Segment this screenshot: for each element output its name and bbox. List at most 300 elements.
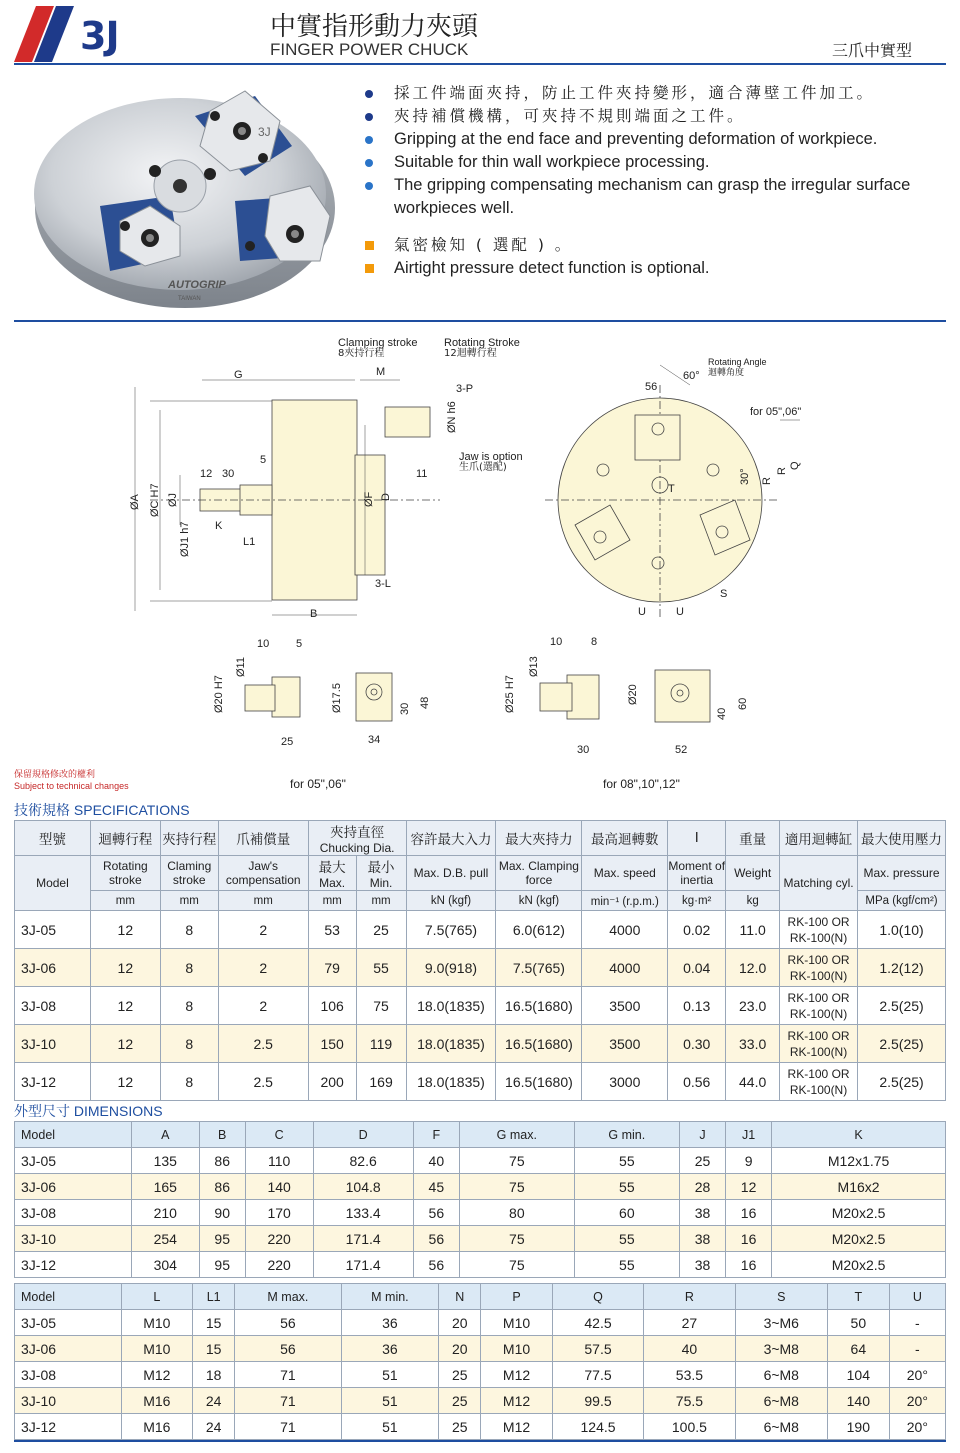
label-rotating-angle: Rotating Angle [708,357,767,367]
dim-A: ØA [129,494,141,510]
dim-cell: 24 [193,1388,235,1414]
dim-cell: 71 [235,1414,341,1440]
dim-cell: M12 [481,1362,553,1388]
feature-item: 採工件端面夾持，防止工件夾持變形，適合薄壁工件加工。 [362,82,932,105]
label-rotating-stroke-zh: 12迴轉行程 [444,348,497,359]
col-model-en: Model [15,856,91,911]
dim-jl-60: 60 [737,697,749,710]
dim-row [15,1148,946,1174]
dim-cell: 28 [679,1174,725,1200]
dim-row [15,1200,946,1226]
header-divider [14,63,946,65]
spec-cell-cylinder: RK-100 OR RK-100(N) [780,987,858,1025]
dim-cell: M16x2 [772,1174,946,1200]
dim-cell: M20x2.5 [772,1200,946,1226]
dim-C: ØC H7 [149,483,161,517]
dim-cell-model: 3J-12 [15,1414,122,1440]
spec-cell: 8 [160,1025,218,1063]
dim-cell: 16 [726,1200,772,1226]
dim-cell: 20 [439,1310,481,1336]
dim-cell: 6~M8 [735,1388,827,1414]
dim-row [15,1362,946,1388]
col-rot-en: Rotating stroke [90,856,160,891]
dim-row [15,1336,946,1362]
spec-cell: 12 [90,1063,160,1101]
origin-engraving: TAIWAN [178,296,201,302]
spec-cell: 3500 [582,1025,668,1063]
dim-cell: 60 [574,1200,679,1226]
spec-cell: 1.0(10) [858,911,946,949]
dim-js-30: 30 [399,702,411,715]
spec-cell: 33.0 [726,1025,780,1063]
dim-jl-40: 40 [716,707,728,720]
col-speed-zh: 最高迴轉數 [582,821,668,856]
dim-cell: 75 [459,1174,574,1200]
dim-cell: 55 [574,1252,679,1278]
dim-section-title: 外型尺寸 DIMENSIONS [14,1103,163,1119]
dim-cell: 171.4 [313,1226,413,1252]
brand-engraving: AUTOGRIP [168,279,226,291]
dim-cell-model: 3J-12 [15,1252,132,1278]
dim-cell: 50 [827,1310,889,1336]
dim-header: Q [552,1284,643,1310]
dim-cell: 25 [679,1148,725,1174]
product-photo [30,76,340,312]
feature-list [362,82,932,280]
dim-J1: ØJ1 h7 [179,521,191,557]
dim-cell: 124.5 [552,1414,643,1440]
dim-cell: 82.6 [313,1148,413,1174]
label-jaw-option: Jaw is option [459,451,523,463]
feature-item: 夾持補償機構，可夾持不規則端面之工件。 [362,105,932,128]
dim-cell: 38 [679,1252,725,1278]
spec-cell: 18.0(1835) [406,1063,496,1101]
spec-cell: 12 [90,949,160,987]
col-min: 最小 Min. [356,856,406,891]
dim-row [15,1226,946,1252]
unit-clamp: mm [160,891,218,911]
spec-cell: 200 [308,1063,356,1101]
label-rotating-stroke: Rotating Stroke [444,337,520,349]
dim-cell: 56 [413,1226,459,1252]
dim-cell: 220 [245,1252,313,1278]
dim-cell: 20° [889,1362,945,1388]
label-clamping-stroke: Clamping stroke [338,337,418,349]
dim-cell: 171.4 [313,1252,413,1278]
spec-cell: 12 [90,1025,160,1063]
spec-cell: 8 [160,911,218,949]
dim-cell: 100.5 [644,1414,735,1440]
label-clamping-stroke-zh: 8夾持行程 [338,348,385,359]
dim-L: 3-L [375,578,391,590]
dim-cell: 95 [199,1226,245,1252]
spec-cell: 1.2(12) [858,949,946,987]
dim-cell: 16 [726,1252,772,1278]
dim-row [15,1414,946,1440]
dim-cell: 40 [413,1148,459,1174]
dim-56: 56 [645,381,658,393]
col-pull-en: Max. D.B. pull [406,856,496,891]
dim-cell-model: 3J-05 [15,1148,132,1174]
col-speed-en: Max. speed [582,856,668,891]
col-inertia-zh: I [668,821,726,856]
dim-12: 12 [200,468,213,480]
dim-cell-model: 3J-08 [15,1362,122,1388]
dim-cell: 36 [341,1310,439,1336]
dimensions-table-2 [14,1283,946,1440]
dim-cell: 20 [439,1336,481,1362]
label-jaw-option-zh: 生爪(選配) [459,462,507,473]
dim-header: M max. [235,1284,341,1310]
dim-cell: 254 [131,1226,199,1252]
col-cyl-en: Matching cyl. [780,856,858,911]
dim-header: F [413,1122,459,1148]
spec-cell: 0.02 [668,911,726,949]
dim-B: B [310,608,318,620]
dim-cell: 80 [459,1200,574,1226]
spec-cell: 18.0(1835) [406,1025,496,1063]
dim-cell: 77.5 [552,1362,643,1388]
spec-cell: 0.56 [668,1063,726,1101]
spec-cell: 4000 [582,911,668,949]
spec-cell: 2.5(25) [858,987,946,1025]
spec-cell: 7.5(765) [406,911,496,949]
col-rot-zh: 迴轉行程 [90,821,160,856]
dim-cell: M12 [121,1362,193,1388]
dim-F: ØF [363,491,375,507]
dim-cell: M10 [481,1336,553,1362]
dim-cell: 20° [889,1388,945,1414]
footer-divider [14,1440,946,1442]
spec-cell: 79 [308,949,356,987]
dim-row [15,1174,946,1200]
dim-cell: M20x2.5 [772,1252,946,1278]
side-view [135,380,440,615]
spec-cell: 2.5 [218,1063,308,1101]
col-inertia-en: Moment of inertia [668,856,726,891]
dim-jl-8: 8 [591,636,598,648]
dim-cell: 51 [341,1414,439,1440]
dim-cell: 15 [193,1310,235,1336]
unit-max: mm [308,891,356,911]
spec-cell: 8 [160,987,218,1025]
dim-cell: 55 [574,1148,679,1174]
dim-cell: 90 [199,1200,245,1226]
dim-cell: 86 [199,1174,245,1200]
spec-cell: 44.0 [726,1063,780,1101]
dim-header: Model [15,1122,132,1148]
jaw-detail-small [245,673,392,721]
dim-11: 11 [416,468,428,480]
dim-cell: 51 [341,1388,439,1414]
dim-M: M [376,366,386,378]
dim-cell: 6~M8 [735,1362,827,1388]
unit-rot: mm [90,891,160,911]
dim-R-2: R [776,467,788,475]
unit-press: MPa (kgf/cm²) [858,891,946,911]
dim-header: L [121,1284,193,1310]
dim-js-11: Ø11 [235,657,247,677]
spec-cell: 12 [90,911,160,949]
spec-cell-model: 3J-10 [15,1025,91,1063]
spec-cell: 75 [356,987,406,1025]
spec-cell-model: 3J-12 [15,1063,91,1101]
dim-P: 3-P [456,383,474,395]
spec-cell: 0.13 [668,987,726,1025]
dim-cell: 24 [193,1414,235,1440]
spec-row [15,1063,946,1101]
jaw-detail-small-labels [213,638,431,791]
note-en: Subject to technical changes [14,781,129,791]
dim-js-10: 10 [257,638,270,650]
dim-cell: 56 [235,1310,341,1336]
dim-cell-model: 3J-06 [15,1174,132,1200]
col-model-zh: 型號 [15,821,91,856]
dim-header: A [131,1122,199,1148]
spec-cell: 55 [356,949,406,987]
col-press-zh: 最大使用壓力 [858,821,946,856]
dim-cell: 16 [726,1226,772,1252]
dim-js-5: 5 [296,638,303,650]
spec-row [15,911,946,949]
spec-row [15,949,946,987]
dim-cell: 56 [413,1252,459,1278]
col-clamp-en: Claming stroke [160,856,218,891]
page-title-en: FINGER POWER CHUCK [270,40,469,59]
spec-cell: 3500 [582,987,668,1025]
dim-header: C [245,1122,313,1148]
dim-cell: 133.4 [313,1200,413,1226]
dim-js-20: Ø20 H7 [213,675,225,713]
dim-cell: 55 [574,1226,679,1252]
col-force-zh: 最大夾持力 [496,821,582,856]
spec-cell: 169 [356,1063,406,1101]
spec-cell: 23.0 [726,987,780,1025]
dim-cell: 27 [644,1310,735,1336]
spec-cell: 53 [308,911,356,949]
brand-logo-stripes [14,6,76,62]
spec-cell-model: 3J-08 [15,987,91,1025]
spec-section-title: 技術規格 SPECIFICATIONS [14,802,190,818]
spec-cell-model: 3J-06 [15,949,91,987]
dim-header: R [644,1284,735,1310]
technical-drawing [0,325,960,795]
dim-cell: 86 [199,1148,245,1174]
spec-cell: 16.5(1680) [496,1063,582,1101]
dim-cell: M10 [121,1336,193,1362]
spec-cell: 2.5(25) [858,1025,946,1063]
spec-cell: 2.5 [218,1025,308,1063]
spec-cell: 9.0(918) [406,949,496,987]
spec-cell: 12.0 [726,949,780,987]
product-type: 三爪中實型 [831,41,912,60]
dim-cell: M12 [481,1414,553,1440]
spec-cell: 8 [160,949,218,987]
dim-cell: 25 [439,1414,481,1440]
dim-header: K [772,1122,946,1148]
spec-cell-cylinder: RK-100 OR RK-100(N) [780,1025,858,1063]
dim-header: Model [15,1284,122,1310]
dim-header: P [481,1284,553,1310]
dim-header: J1 [726,1122,772,1148]
dim-cell: 3~M6 [735,1310,827,1336]
dim-cell: 190 [827,1414,889,1440]
dim-header: N [439,1284,481,1310]
dim-60deg: 60° [683,370,700,382]
dim-N: ØN h6 [446,401,458,433]
dim-cell: 56 [413,1200,459,1226]
dim-cell: - [889,1310,945,1336]
dim-cell: M10 [121,1310,193,1336]
dim-cell: M20x2.5 [772,1226,946,1252]
dim-jl-52: 52 [675,744,688,756]
col-clamp-zh: 夾持行程 [160,821,218,856]
dim-cell: 220 [245,1226,313,1252]
dim-cell: 135 [131,1148,199,1174]
dim-cell: 42.5 [552,1310,643,1336]
dim-header: B [199,1122,245,1148]
dim-js-34: 34 [368,734,381,746]
spec-cell: 119 [356,1025,406,1063]
dim-cell: 3~M8 [735,1336,827,1362]
spec-cell: 4000 [582,949,668,987]
unit-min: mm [356,891,406,911]
dim-cell: 38 [679,1226,725,1252]
dim-Q: Q [789,461,801,470]
dim-header: U [889,1284,945,1310]
dim-cell: M10 [481,1310,553,1336]
dim-cell: M12x1.75 [772,1148,946,1174]
spec-table [14,820,946,1101]
dim-row [15,1252,946,1278]
spec-cell: 16.5(1680) [496,987,582,1025]
dim-jl-10: 10 [550,636,563,648]
caption-jaw-large: for 08",10",12" [603,777,680,791]
dim-cell: 12 [726,1174,772,1200]
dim-jl-13: Ø13 [528,656,540,677]
dim-U-2: U [676,606,684,618]
dim-cell: 210 [131,1200,199,1226]
dim-cell: 170 [245,1200,313,1226]
dim-cell: 57.5 [552,1336,643,1362]
spec-cell: 12 [90,987,160,1025]
option-item: Airtight pressure detect function is optional. [362,257,932,280]
feature-item: Suitable for thin wall workpiece processing. [362,151,932,174]
dim-U: U [638,606,646,618]
col-chuck-dia: 夾持直徑 Chucking Dia. [308,821,406,856]
col-press-en: Max. pressure [858,856,946,891]
dim-cell: 55 [574,1174,679,1200]
dim-cell: 51 [341,1362,439,1388]
dim-header: G min. [574,1122,679,1148]
dim-cell: 75 [459,1148,574,1174]
dim-row [15,1310,946,1336]
dim-cell: 304 [131,1252,199,1278]
dim-jl-25: Ø25 H7 [504,675,516,713]
unit-weight: kg [726,891,780,911]
dim-cell: 6~M8 [735,1414,827,1440]
unit-force: kN (kgf) [496,891,582,911]
dim-cell: 95 [199,1252,245,1278]
dim-S: S [720,588,728,600]
spec-cell: 2 [218,949,308,987]
spec-cell: 0.30 [668,1025,726,1063]
spec-cell: 150 [308,1025,356,1063]
spec-cell: 8 [160,1063,218,1101]
dim-cell: 20° [889,1414,945,1440]
dim-cell: 9 [726,1148,772,1174]
dim-cell: 40 [644,1336,735,1362]
dim-cell: 165 [131,1174,199,1200]
dim-T: T [668,483,675,495]
dim-jl-20: Ø20 [627,684,639,705]
dim-cell: 104 [827,1362,889,1388]
col-cyl-zh: 適用迴轉缸 [780,821,858,856]
dim-jl-30: 30 [577,744,590,756]
dim-header: J [679,1122,725,1148]
dim-30: 30 [222,468,235,480]
dim-L1: L1 [243,536,256,548]
dim-js-175: Ø17.5 [331,683,343,713]
spec-cell: 106 [308,987,356,1025]
dim-header: S [735,1284,827,1310]
dim-cell: 75 [459,1226,574,1252]
col-comp-zh: 爪補償量 [218,821,308,856]
dim-header: T [827,1284,889,1310]
spec-cell-cylinder: RK-100 OR RK-100(N) [780,911,858,949]
model-logo: 3J [80,14,119,58]
spec-cell: 18.0(1835) [406,987,496,1025]
dim-cell: M12 [481,1388,553,1414]
dim-cell: 36 [341,1336,439,1362]
dim-cell: 56 [235,1336,341,1362]
dim-header: L1 [193,1284,235,1310]
spec-cell: 0.04 [668,949,726,987]
unit-comp: mm [218,891,308,911]
spec-cell: 6.0(612) [496,911,582,949]
dim-cell-model: 3J-08 [15,1200,132,1226]
col-max: 最大 Max. [308,856,356,891]
dim-header: D [313,1122,413,1148]
dim-cell: 110 [245,1148,313,1174]
dim-K: K [215,520,223,532]
feature-item: The gripping compensating mechanism can grasp the irregular surface workpieces well. [362,174,932,220]
dim-cell-model: 3J-10 [15,1226,132,1252]
option-item: 氣密檢知 ( 選配 ) 。 [362,234,932,257]
spec-cell-cylinder: RK-100 OR RK-100(N) [780,1063,858,1101]
dim-cell: 45 [413,1174,459,1200]
spec-row [15,987,946,1025]
feature-item: Gripping at the end face and preventing deformation of workpiece. [362,128,932,151]
spec-row [15,1025,946,1063]
jaw-detail-large-labels [504,636,749,791]
dim-cell: 38 [679,1200,725,1226]
unit-speed: min⁻¹ (r.p.m.) [582,891,668,911]
spec-cell: 16.5(1680) [496,1025,582,1063]
dim-5: 5 [260,454,267,466]
note-zh: 保留規格修改的權利 [14,769,96,779]
spec-cell: 11.0 [726,911,780,949]
spec-cell: 25 [356,911,406,949]
page-title-zh: 中實指形動力夾頭 [270,12,479,42]
section-divider [14,320,946,322]
col-comp-en: Jaw's compensation [218,856,308,891]
dim-cell: 140 [245,1174,313,1200]
caption-jaw-small: for 05",06" [290,777,346,791]
dim-D: D [380,493,392,501]
jaw-detail-large [540,670,710,722]
dim-cell: 75 [459,1252,574,1278]
